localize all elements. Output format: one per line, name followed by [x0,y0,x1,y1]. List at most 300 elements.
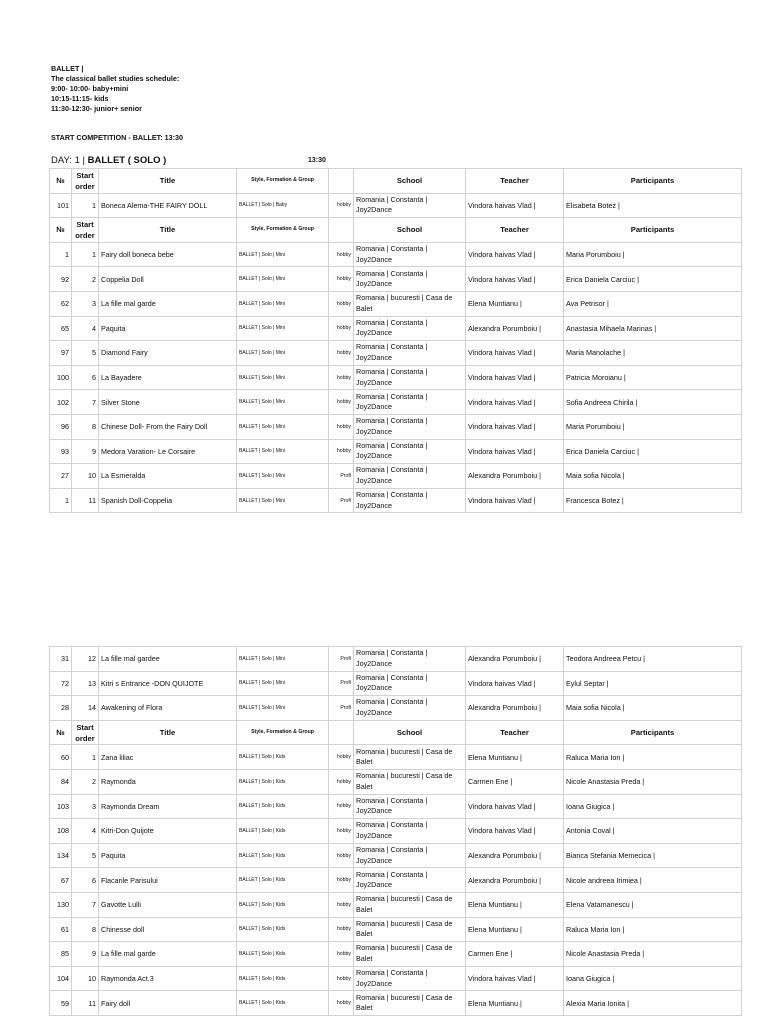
column-header-row [50,169,742,194]
start-order: 3 [72,794,99,819]
entry-title: Fairy doll boneca bebe [99,242,237,267]
header-line: 11:30-12:30- junior+ senior [51,104,142,113]
style-formation-group: BALLET | Solo | Mini [237,488,329,513]
style-formation-group: BALLET | Solo | Mini [237,647,329,672]
entry-number: 96 [50,414,72,439]
level: hobby [329,414,354,439]
participants: Maria Porumboiu | [564,414,742,439]
school-text: Romania | Constanta | Joy2Dance [356,268,428,289]
column-header-row [50,720,742,745]
entry-number: 84 [50,769,72,794]
school-text: Romania | Constanta | Joy2Dance [356,697,428,717]
participants: Erica Daniela Carciuc | [564,439,742,464]
level: hobby [329,843,354,868]
school [354,843,466,868]
style-formation-group: BALLET | Solo | Kids [237,966,329,991]
entry-number: 85 [50,942,72,967]
entry-title: Silver Stone [99,390,237,415]
table-row [50,769,742,794]
school [354,966,466,991]
teacher: Elena Muntianu | [466,291,564,316]
col-header-title: Title [99,218,237,243]
teacher: Vindora haivas Vlad | [466,414,564,439]
school [354,488,466,513]
school-text: Romania | Constanta | Joy2Dance [356,465,428,485]
table-row [50,671,742,696]
table-row [50,464,742,489]
col-header-participants: Participants [564,218,742,243]
school [354,647,466,672]
level: hobby [329,942,354,967]
schedule-table-2 [49,646,742,1016]
entry-title: La Bayadere [99,365,237,390]
entry-number: 59 [50,991,72,1016]
entry-title: Diamond Fairy [99,341,237,366]
style-formation-group: BALLET | Solo | Mini [237,464,329,489]
school-text: Romania | Constanta | Joy2Dance [356,968,428,988]
level: Profi [329,464,354,489]
style-formation-group: BALLET | Solo | Mini [237,341,329,366]
start-order: 9 [72,942,99,967]
school [354,696,466,721]
col-header-start-order: Start order [72,218,99,243]
school [354,794,466,819]
col-header-participants: Participants [564,169,742,194]
day-category: BALLET ( SOLO ) [87,155,167,166]
table-row [50,917,742,942]
col-header-nr: № [50,720,72,745]
entry-number: 62 [50,291,72,316]
teacher: Vindora haivas Vlad | [466,671,564,696]
school-text: Romania | bucuresti | Casa de Balet [356,894,453,914]
school [354,193,466,218]
entry-number: 130 [50,892,72,917]
teacher: Carmen Ene | [466,942,564,967]
style-formation-group: BALLET | Solo | Kids [237,892,329,917]
col-header-school: School [354,218,466,243]
table-row [50,242,742,267]
teacher: Alexandra Porumboiu | [466,464,564,489]
entry-title: Raymonda Act.3 [99,966,237,991]
level: hobby [329,193,354,218]
start-competition-text: START COMPETITION - BALLET: 13:30 [51,133,184,142]
table-row [50,316,742,341]
participants: Ioana Giugica | [564,966,742,991]
participants: Maria Porumboiu | [564,242,742,267]
table-row [50,892,742,917]
day-prefix: DAY: 1 | [51,155,88,166]
entry-number: 1 [50,242,72,267]
style-formation-group: BALLET | Solo | Mini [237,316,329,341]
level: Profi [329,696,354,721]
teacher: Vindora haivas Vlad | [466,819,564,844]
participants: Patricia Moroianu | [564,365,742,390]
participants: Elisabeta Botez | [564,193,742,218]
teacher: Vindora haivas Vlad | [466,439,564,464]
start-order: 10 [72,464,99,489]
school [354,390,466,415]
school [354,671,466,696]
entry-title: Chinese Doll- From the Fairy Doll [99,414,237,439]
table-row [50,868,742,893]
teacher: Vindora haivas Vlad | [466,193,564,218]
start-order: 2 [72,267,99,292]
school [354,991,466,1016]
participants: Ava Petrisor | [564,291,742,316]
header-line: The classical ballet studies schedule: [51,74,180,83]
start-order: 7 [72,892,99,917]
entry-number: 101 [50,193,72,218]
style-formation-group: BALLET | Solo | Kids [237,868,329,893]
entry-title: La fille mal garde [99,942,237,967]
start-order: 3 [72,291,99,316]
participants: Erica Daniela Carciuc | [564,267,742,292]
school-text: Romania | Constanta | Joy2Dance [356,845,428,865]
school-text: Romania | Constanta | Joy2Dance [356,416,428,436]
column-header-row [50,218,742,243]
teacher: Alexandra Porumboiu | [466,647,564,672]
participants: Francesca Botez | [564,488,742,513]
day-time: 13:30 [308,157,326,164]
entry-title: Zana liliac [99,745,237,770]
participants: Nicole Anastasia Preda | [564,942,742,967]
entry-title: Spanish Doll-Coppelia [99,488,237,513]
teacher: Vindora haivas Vlad | [466,390,564,415]
entry-number: 27 [50,464,72,489]
col-header-title: Title [99,169,237,194]
teacher: Vindora haivas Vlad | [466,488,564,513]
start-order: 1 [72,242,99,267]
entry-number: 65 [50,316,72,341]
school [354,291,466,316]
level: hobby [329,892,354,917]
level: hobby [329,819,354,844]
school-text: Romania | Constanta | Joy2Dance [356,869,428,890]
school-text: Romania | bucuresti | Casa de Balet [356,771,453,791]
header-line: BALLET | [51,64,84,73]
col-header-style: Style, Formation & Group [237,720,329,745]
start-order: 8 [72,414,99,439]
style-formation-group: BALLET | Solo | Mini [237,439,329,464]
header-line: 10:15-11:15- kids [51,94,109,103]
entry-title: Flacarile Parisului [99,868,237,893]
school [354,892,466,917]
start-order: 11 [72,488,99,513]
start-order: 1 [72,193,99,218]
teacher: Alexandra Porumboiu | [466,316,564,341]
participants: Nicole andreea Irimiea | [564,868,742,893]
school-text: Romania | bucuresti | Casa de Balet [356,992,453,1013]
entry-title: Coppelia Doll [99,267,237,292]
entry-number: 134 [50,843,72,868]
col-header-title: Title [99,720,237,745]
entry-title: Paquita [99,316,237,341]
school [354,242,466,267]
table-row [50,647,742,672]
school-text: Romania | Constanta | Joy2Dance [356,317,428,338]
school [354,414,466,439]
entry-number: 100 [50,365,72,390]
start-order: 1 [72,745,99,770]
school [354,316,466,341]
level: Profi [329,671,354,696]
school-text: Romania | Constanta | Joy2Dance [356,820,428,840]
start-order: 4 [72,819,99,844]
start-order: 2 [72,769,99,794]
entry-number: 97 [50,341,72,366]
level: hobby [329,242,354,267]
teacher: Vindora haivas Vlad | [466,966,564,991]
school-text: Romania | Constanta | Joy2Dance [356,440,428,461]
level: hobby [329,794,354,819]
start-order: 4 [72,316,99,341]
style-formation-group: BALLET | Solo | Mini [237,696,329,721]
start-order: 11 [72,991,99,1016]
participants: Alexia Maria Ionita | [564,991,742,1016]
start-order: 7 [72,390,99,415]
participants: Bianca Stefania Memecica | [564,843,742,868]
level: hobby [329,316,354,341]
teacher: Elena Muntianu | [466,745,564,770]
table-row [50,819,742,844]
level: Profi [329,488,354,513]
participants: Ioana Giugica | [564,794,742,819]
style-formation-group: BALLET | Solo | Mini [237,267,329,292]
teacher: Vindora haivas Vlad | [466,341,564,366]
table-row [50,966,742,991]
level: hobby [329,745,354,770]
school [354,365,466,390]
entry-number: 108 [50,819,72,844]
table-row [50,341,742,366]
level: hobby [329,365,354,390]
school-text: Romania | Constanta | Joy2Dance [356,648,428,668]
entry-title: Awakening of Flora [99,696,237,721]
table-row [50,696,742,721]
style-formation-group: BALLET | Solo | Mini [237,671,329,696]
col-header-style: Style, Formation & Group [237,169,329,194]
school-text: Romania | Constanta | Joy2Dance [356,490,428,510]
participants: Maia sofia Nicola | [564,464,742,489]
entry-title: Gavotte Lulli [99,892,237,917]
table-row [50,390,742,415]
entry-number: 92 [50,267,72,292]
teacher: Elena Muntianu | [466,991,564,1016]
entry-title: La Esmeralda [99,464,237,489]
school-text: Romania | bucuresti | Casa de Balet [356,943,453,963]
entry-number: 31 [50,647,72,672]
entry-number: 103 [50,794,72,819]
school [354,464,466,489]
entry-title: Medora Varation- Le Corsaire [99,439,237,464]
start-order: 5 [72,341,99,366]
level: hobby [329,390,354,415]
col-header-participants: Participants [564,720,742,745]
table-row [50,794,742,819]
table-row [50,365,742,390]
teacher: Alexandra Porumboiu | [466,843,564,868]
participants: Raluca Maria Ion | [564,745,742,770]
entry-number: 93 [50,439,72,464]
style-formation-group: BALLET | Solo | Kids [237,843,329,868]
school [354,267,466,292]
start-order: 14 [72,696,99,721]
style-formation-group: BALLET | Solo | Kids [237,745,329,770]
schedule-header [51,64,179,114]
school [354,917,466,942]
participants: Nicole Anastasia Preda | [564,769,742,794]
participants: Raluca Maria Ion | [564,917,742,942]
entry-title: La fille mal garde [99,291,237,316]
level: hobby [329,917,354,942]
table-row [50,745,742,770]
participants: Maria Manolache | [564,341,742,366]
school [354,745,466,770]
level: hobby [329,769,354,794]
col-header-nr: № [50,169,72,194]
header-line: 9:00- 10:00- baby+mini [51,84,129,93]
table-row [50,414,742,439]
style-formation-group: BALLET | Solo | Mini [237,390,329,415]
level: Profi [329,647,354,672]
school-text: Romania | Constanta | Joy2Dance [356,244,428,264]
col-header-teacher: Teacher [466,218,564,243]
participants: Eylul Septar | [564,671,742,696]
level: hobby [329,341,354,366]
participants: Maia sofia Nicola | [564,696,742,721]
entry-title: Raymonda Dream [99,794,237,819]
participants: Sofia Andreea Chirila | [564,390,742,415]
col-header-teacher: Teacher [466,720,564,745]
school-text: Romania | Constanta | Joy2Dance [356,367,428,387]
teacher: Vindora haivas Vlad | [466,794,564,819]
entry-number: 1 [50,488,72,513]
start-order: 6 [72,868,99,893]
school-text: Romania | bucuresti | Casa de Balet [356,746,453,767]
table-row [50,488,742,513]
participants: Teodora Andreea Petcu | [564,647,742,672]
col-header-nr: № [50,218,72,243]
style-formation-group: BALLET | Solo | Kids [237,794,329,819]
start-order: 9 [72,439,99,464]
style-formation-group: BALLET | Solo | Kids [237,769,329,794]
entry-title: Paquita [99,843,237,868]
col-header-level [329,720,354,745]
style-formation-group: BALLET | Solo | Kids [237,917,329,942]
teacher: Alexandra Porumboiu | [466,696,564,721]
table-row [50,291,742,316]
school [354,341,466,366]
participants: Antonia Coval | [564,819,742,844]
start-order: 6 [72,365,99,390]
style-formation-group: BALLET | Solo | Kids [237,991,329,1016]
col-header-teacher: Teacher [466,169,564,194]
school-text: Romania | bucuresti | Casa de Balet [356,293,453,313]
entry-title: Raymonda [99,769,237,794]
school-text: Romania | Constanta | Joy2Dance [356,342,428,362]
table-row [50,193,742,218]
entry-title: La fille mal gardee [99,647,237,672]
start-order: 10 [72,966,99,991]
start-order: 12 [72,647,99,672]
col-header-start-order: Start order [72,720,99,745]
style-formation-group: BALLET | Solo | Kids [237,819,329,844]
table-row [50,267,742,292]
school-text: Romania | Constanta | Joy2Dance [356,672,428,693]
start-order: 13 [72,671,99,696]
level: hobby [329,291,354,316]
table-row [50,439,742,464]
level: hobby [329,439,354,464]
entry-title: Boneca Alema-THE FAIRY DOLL [99,193,237,218]
teacher: Vindora haivas Vlad | [466,267,564,292]
entry-number: 61 [50,917,72,942]
style-formation-group: BALLET | Solo | Mini [237,414,329,439]
entry-title: Kitri-Don Quijote [99,819,237,844]
col-header-start-order: Start order [72,169,99,194]
entry-title: Chinesse doll [99,917,237,942]
participants: Elena Vatamanescu | [564,892,742,917]
day-title [51,155,166,166]
school [354,819,466,844]
col-header-level [329,169,354,194]
schedule-table-1 [49,168,742,513]
style-formation-group: BALLET | Solo | Baby [237,193,329,218]
teacher: Carmen Ene | [466,769,564,794]
entry-number: 67 [50,868,72,893]
style-formation-group: BALLET | Solo | Mini [237,242,329,267]
participants: Anastasia Mihaela Marinas | [564,316,742,341]
school [354,868,466,893]
start-order: 5 [72,843,99,868]
entry-number: 102 [50,390,72,415]
school-text: Romania | Constanta | Joy2Dance [356,194,428,215]
teacher: Vindora haivas Vlad | [466,365,564,390]
col-header-style: Style, Formation & Group [237,218,329,243]
entry-title: Fairy doll [99,991,237,1016]
school [354,769,466,794]
school-text: Romania | Constanta | Joy2Dance [356,795,428,816]
entry-number: 60 [50,745,72,770]
style-formation-group: BALLET | Solo | Mini [237,291,329,316]
teacher: Elena Muntianu | [466,892,564,917]
col-header-level [329,218,354,243]
teacher: Alexandra Porumboiu | [466,868,564,893]
entry-number: 72 [50,671,72,696]
col-header-school: School [354,720,466,745]
level: hobby [329,991,354,1016]
teacher: Vindora haivas Vlad | [466,242,564,267]
table-row [50,991,742,1016]
school-text: Romania | Constanta | Joy2Dance [356,391,428,412]
entry-number: 28 [50,696,72,721]
level: hobby [329,966,354,991]
table-row [50,843,742,868]
school-text: Romania | bucuresti | Casa de Balet [356,918,453,939]
table-row [50,942,742,967]
entry-title: Kitri s Entrance -DON QUIJOTE [99,671,237,696]
style-formation-group: BALLET | Solo | Mini [237,365,329,390]
school [354,439,466,464]
school [354,942,466,967]
col-header-school: School [354,169,466,194]
entry-number: 104 [50,966,72,991]
start-order: 8 [72,917,99,942]
level: hobby [329,267,354,292]
level: hobby [329,868,354,893]
teacher: Elena Muntianu | [466,917,564,942]
style-formation-group: BALLET | Solo | Kids [237,942,329,967]
